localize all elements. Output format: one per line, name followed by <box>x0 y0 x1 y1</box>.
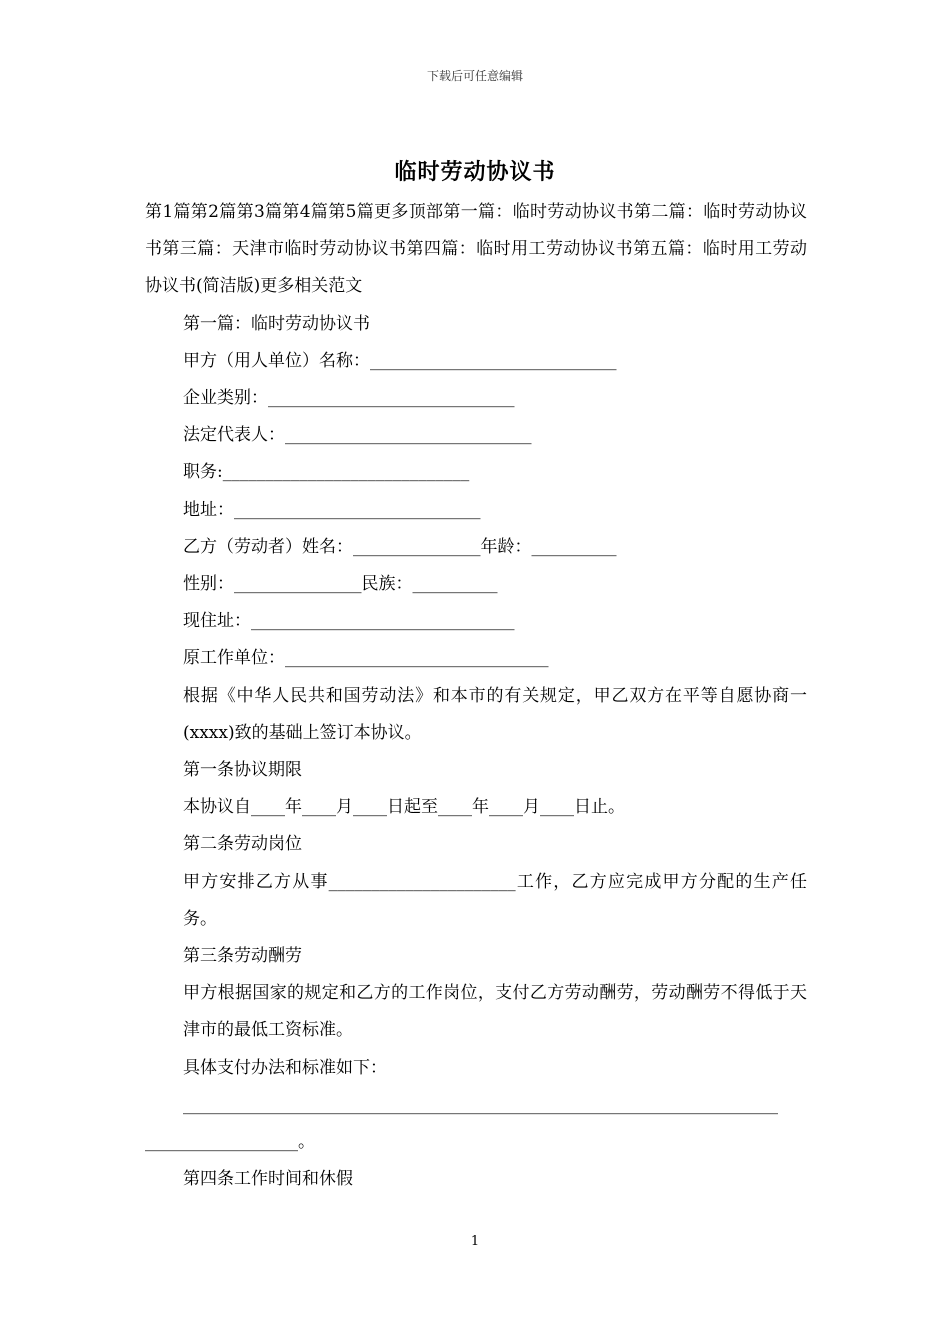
section-heading: 第一篇：临时劳动协议书 <box>183 313 370 334</box>
page-header: 下载后可任意编辑 <box>426 69 523 83</box>
article-1-text: 本协议自____年____月____日起至____年____月____日止。 <box>183 797 625 818</box>
company-type-field: 企业类别：_____________________________ <box>183 388 515 409</box>
article-3-text: 甲方根据国家的规定和乙方的工作岗位，支付乙方劳动酬劳，劳动酬劳不得低于天津市的最低工资标准。 <box>183 983 807 1041</box>
article-2-text: 甲方安排乙方从事______________________工作，乙方应完成甲方分配的生产任务。 <box>183 871 807 929</box>
article-4-title: 第四条工作时间和休假 <box>183 1169 353 1190</box>
current-address-field: 现住址：_______________________________ <box>183 611 515 632</box>
payment-blank-end: __________________。 <box>145 1132 315 1153</box>
payment-blank-line: ______________________________________________________________________ <box>183 1094 778 1115</box>
address-field: 地址：_____________________________ <box>183 499 481 520</box>
article-1-title: 第一条协议期限 <box>183 760 302 781</box>
article-3-title: 第三条劳动酬劳 <box>183 946 302 967</box>
article-2-title: 第二条劳动岗位 <box>183 834 302 855</box>
party-b-name-age-field: 乙方（劳动者）姓名：_______________年龄：__________ <box>183 536 617 557</box>
page-number: 1 <box>470 1234 480 1249</box>
position-field: 职务:_____________________________ <box>183 462 470 483</box>
article-3-subtext: 具体支付办法和标准如下： <box>183 1057 387 1078</box>
legal-representative-field: 法定代表人：_____________________________ <box>183 425 532 446</box>
party-a-name-field: 甲方（用人单位）名称：_____________________________ <box>183 350 617 371</box>
former-employer-field: 原工作单位：_______________________________ <box>183 648 549 669</box>
document-title: 临时劳动协议书 <box>394 159 556 185</box>
toc-paragraph: 第1篇第2篇第3篇第4篇第5篇更多顶部第一篇：临时劳动协议书第二篇：临时劳动协议书第三篇：天津市临时劳动协议书第四篇：临时用工劳动协议书第五篇：临时用工劳动协议书(简洁版)更多相关范文 <box>145 202 807 297</box>
gender-ethnicity-field: 性别：_______________民族：__________ <box>183 574 498 595</box>
document-body <box>145 194 807 1198</box>
preamble-paragraph: 根据《中华人民共和国劳动法》和本市的有关规定，甲乙双方在平等自愿协商一(xxxx)致的基础上签订本协议。 <box>183 685 807 743</box>
